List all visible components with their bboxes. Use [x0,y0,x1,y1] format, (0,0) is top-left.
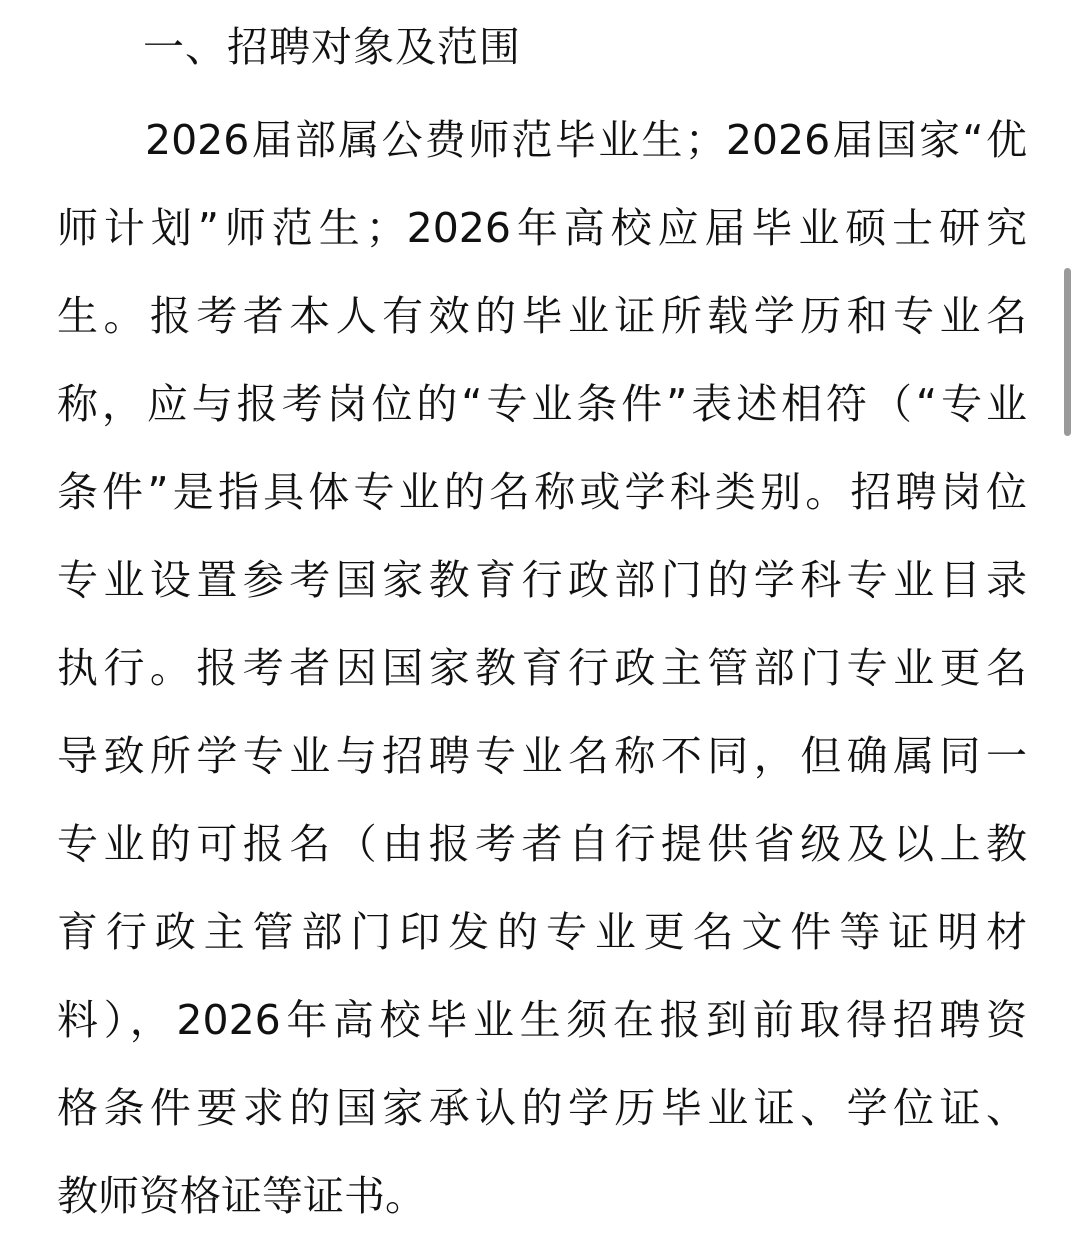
paragraph-line: 导致所学专业与招聘专业名称不同，但确属同一 [57,732,1027,780]
paragraph-line: 育行政主管部门印发的专业更名文件等证明材 [57,908,1027,956]
paragraph-line: 专业的可报名（由报考者自行提供省级及以上教 [57,820,1027,868]
scrollbar-thumb[interactable] [1064,268,1071,436]
paragraph-line: 称，应与报考岗位的“专业条件”表述相符（“专业 [57,380,1027,428]
paragraph-line: 师计划”师范生；2026年高校应届毕业硕士研究 [57,204,1027,252]
paragraph-line: 格条件要求的国家承认的学历毕业证、学位证、 [57,1084,1027,1132]
paragraph-line: 教师资格证等证书。 [57,1172,426,1220]
paragraph-line: 专业设置参考国家教育行政部门的学科专业目录 [57,556,1027,604]
paragraph-line: 条件”是指具体专业的名称或学科类别。招聘岗位 [57,468,1027,516]
body-paragraph [57,96,1027,1240]
paragraph-line: 执行。报考者因国家教育行政主管部门专业更名 [57,644,1027,692]
paragraph-line: 2026届部属公费师范毕业生；2026届国家“优 [145,116,1027,164]
paragraph-line: 料），2026年高校毕业生须在报到前取得招聘资 [57,996,1027,1044]
paragraph-line: 生。报考者本人有效的毕业证所载学历和专业名 [57,292,1027,340]
section-heading: 一、招聘对象及范围 [143,23,521,71]
